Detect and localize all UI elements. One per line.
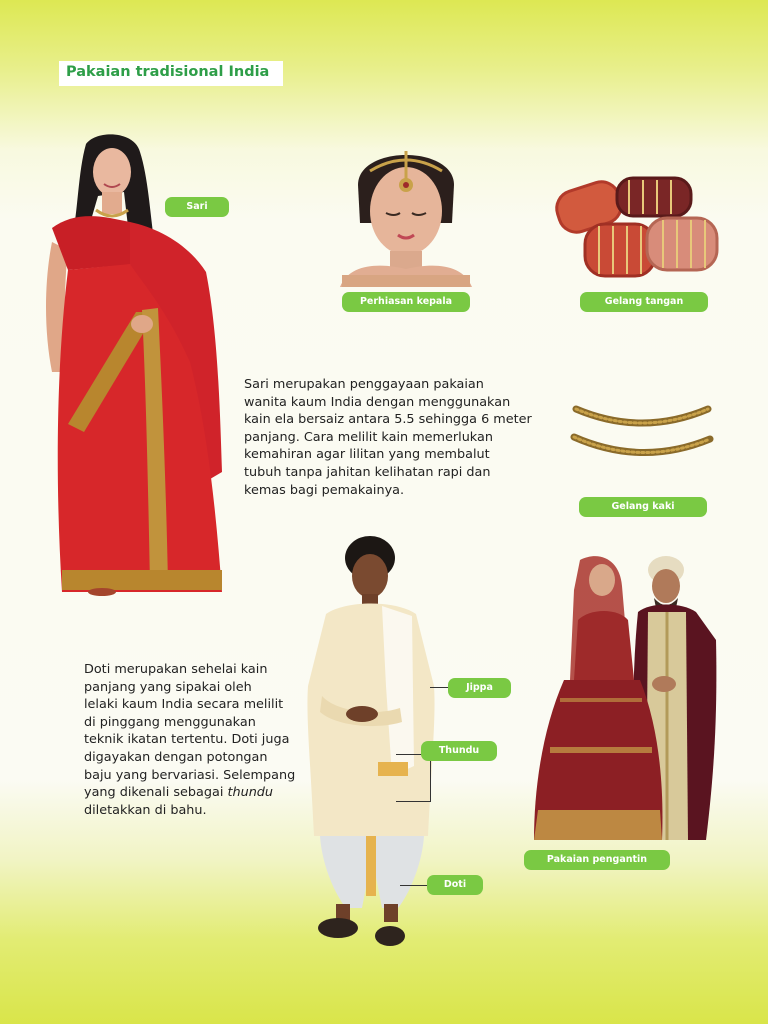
doti-line: Doti merupakan sehelai kain: [84, 662, 268, 677]
label-gelang-tangan: Gelang tangan: [580, 292, 708, 312]
doti-line: [84, 784, 294, 802]
label-jippa: Jippa: [448, 678, 511, 698]
sari-line: kain ela bersaiz antara 5.5 sehingga 6 meter: [244, 412, 532, 428]
anklets-image: [570, 395, 716, 473]
label-doti: Doti: [427, 875, 483, 895]
label-thundu: Thundu: [421, 741, 497, 761]
bangles-image: [553, 172, 721, 282]
wedding-couple-image: [530, 550, 720, 846]
sari-line: kemahiran agar lilitan yang membalut: [244, 447, 490, 463]
doti-line: diletakkan di bahu.: [84, 802, 207, 818]
doti-line: panjang yang sipakai oleh: [84, 679, 252, 695]
doti-line-text: yang dikenali sebagai: [84, 785, 228, 801]
doti-line: teknik ikatan tertentu. Doti juga: [84, 732, 290, 748]
sari-line: Sari merupakan penggayaan pakaian: [244, 377, 484, 392]
doti-paragraph: [84, 661, 294, 819]
sari-line: panjang. Cara melilit kain memerlukan: [244, 429, 493, 445]
doti-line: baju yang bervariasi. Selempang: [84, 767, 296, 783]
thundu-term: thundu: [227, 785, 274, 801]
page-title: Pakaian tradisional India: [59, 61, 283, 86]
sari-line: wanita kaum India dengan menggunakan: [244, 394, 511, 410]
sari-line: kemas bagi pemakainya.: [244, 482, 405, 498]
doti-leader: [400, 885, 428, 886]
label-perhiasan-kepala: Perhiasan kepala: [342, 292, 470, 312]
doti-line: lelaki kaum India secara melilit: [84, 697, 284, 713]
doti-line: digayakan dengan potongan: [84, 749, 268, 765]
doti-line: di pinggang menggunakan: [84, 714, 256, 730]
head-jewelry-image: [340, 135, 472, 287]
label-sari: Sari: [165, 197, 229, 217]
label-pakaian-pengantin: Pakaian pengantin: [524, 850, 670, 870]
label-gelang-kaki: Gelang kaki: [579, 497, 707, 517]
sari-paragraph: [244, 376, 544, 499]
thundu-leader: [396, 754, 431, 802]
sari-line: tubuh tanpa jahitan kelihatan rapi dan: [244, 464, 491, 480]
